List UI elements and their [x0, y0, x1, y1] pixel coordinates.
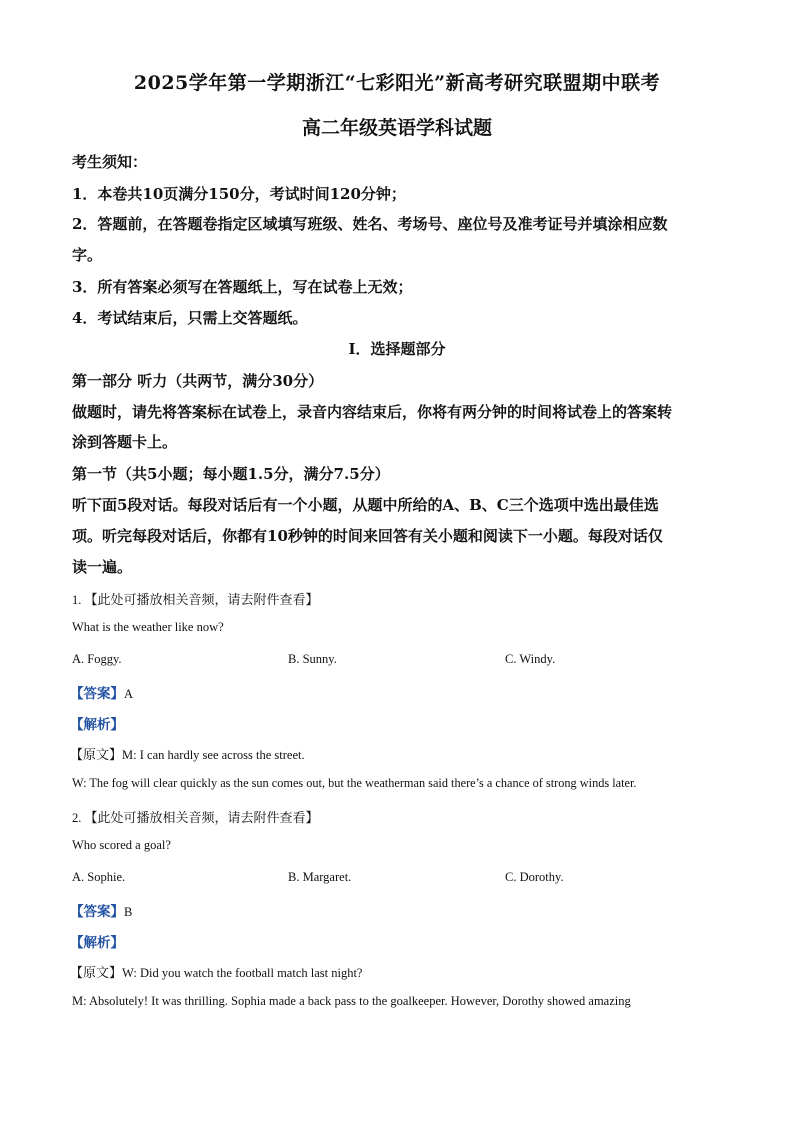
- question-2-transcript-line-2: M: Absolutely! It was thrilling. Sophia made a back pass to the goalkeeper. However, Dorothy showed amazing: [72, 994, 631, 1008]
- answer-value: A: [124, 687, 134, 701]
- question-2-stem: Who scored a goal?: [72, 838, 171, 852]
- question-2-answer: [70, 900, 132, 920]
- part-1-heading: 第一部分 听力（共两节，满分30分）: [72, 372, 324, 390]
- question-1-header: [72, 589, 319, 608]
- question-2-option-a: A. Sophie.: [72, 870, 126, 884]
- question-1-stem: What is the weather like now?: [72, 620, 224, 634]
- question-1-option-b: B. Sunny.: [288, 652, 337, 666]
- subsection-1-instructions-cont: 项。听完每段对话后，你都有10秒钟的时间来回答有关小题和阅读下一小题。每段对话仅: [72, 527, 663, 545]
- question-1-option-c: C. Windy.: [505, 652, 556, 666]
- original-tag: 【原文】: [70, 966, 123, 981]
- notice-item-3: 3．所有答案必须写在答题纸上，写在试卷上无效；: [72, 278, 413, 296]
- analysis-tag: 【解析】: [70, 717, 124, 733]
- audio-note: 【此处可播放相关音频，请去附件查看】: [84, 593, 319, 608]
- question-1-transcript-line-2: W: The fog will clear quickly as the sun comes out, but the weatherman said there’s a chance of strong winds later.: [72, 776, 637, 790]
- question-2-option-b: B. Margaret.: [288, 870, 352, 884]
- notice-item-2-cont: 字。: [72, 246, 103, 264]
- analysis-tag: 【解析】: [70, 935, 124, 951]
- audio-note: 【此处可播放相关音频，请去附件查看】: [84, 811, 319, 826]
- question-2-header: [72, 807, 319, 826]
- question-number: 1.: [72, 593, 82, 607]
- exam-subtitle: 高二年级英语学科试题: [301, 117, 492, 139]
- question-2-option-c: C. Dorothy.: [505, 870, 564, 884]
- transcript-text: M: I can hardly see across the street.: [122, 748, 305, 762]
- part-1-instructions-cont: 涂到答题卡上。: [72, 433, 178, 451]
- notice-item-4: 4．考试结束后，只需上交答题纸。: [72, 309, 308, 327]
- transcript-text: W: Did you watch the football match last night?: [122, 966, 363, 980]
- part-1-instructions: 做题时，请先将答案标在试卷上，录音内容结束后，你将有两分钟的时间将试卷上的答案转: [72, 403, 673, 421]
- subsection-1-instructions-end: 读一遍。: [72, 558, 133, 576]
- section-title: Ⅰ．选择题部分: [348, 340, 446, 358]
- subsection-1-heading: 第一节（共5小题；每小题1.5分，满分7.5分）: [72, 465, 390, 483]
- question-2-transcript-line-1: [70, 962, 362, 981]
- notice-item-2: 2．答题前，在答题卷指定区域填写班级、姓名、考场号、座位号及准考证号并填涂相应数: [72, 215, 668, 233]
- answer-tag: 【答案】: [70, 686, 124, 702]
- original-tag: 【原文】: [70, 748, 123, 763]
- question-1-answer: [70, 682, 133, 702]
- notice-heading: 考生须知：: [72, 153, 148, 171]
- exam-title: 2025学年第一学期浙江“七彩阳光”新高考研究联盟期中联考: [133, 72, 661, 94]
- question-1-option-a: A. Foggy.: [72, 652, 122, 666]
- question-number: 2.: [72, 811, 82, 825]
- subsection-1-instructions: 听下面5段对话。每段对话后有一个小题，从题中所给的A、B、C三个选项中选出最佳选: [72, 496, 659, 514]
- question-1-analysis: [70, 713, 124, 733]
- question-1-transcript-line-1: [70, 744, 305, 763]
- answer-tag: 【答案】: [70, 904, 124, 920]
- answer-value: B: [124, 905, 133, 919]
- question-2-analysis: [70, 931, 124, 951]
- notice-item-1: 1．本卷共10页满分150分，考试时间120分钟；: [72, 185, 406, 203]
